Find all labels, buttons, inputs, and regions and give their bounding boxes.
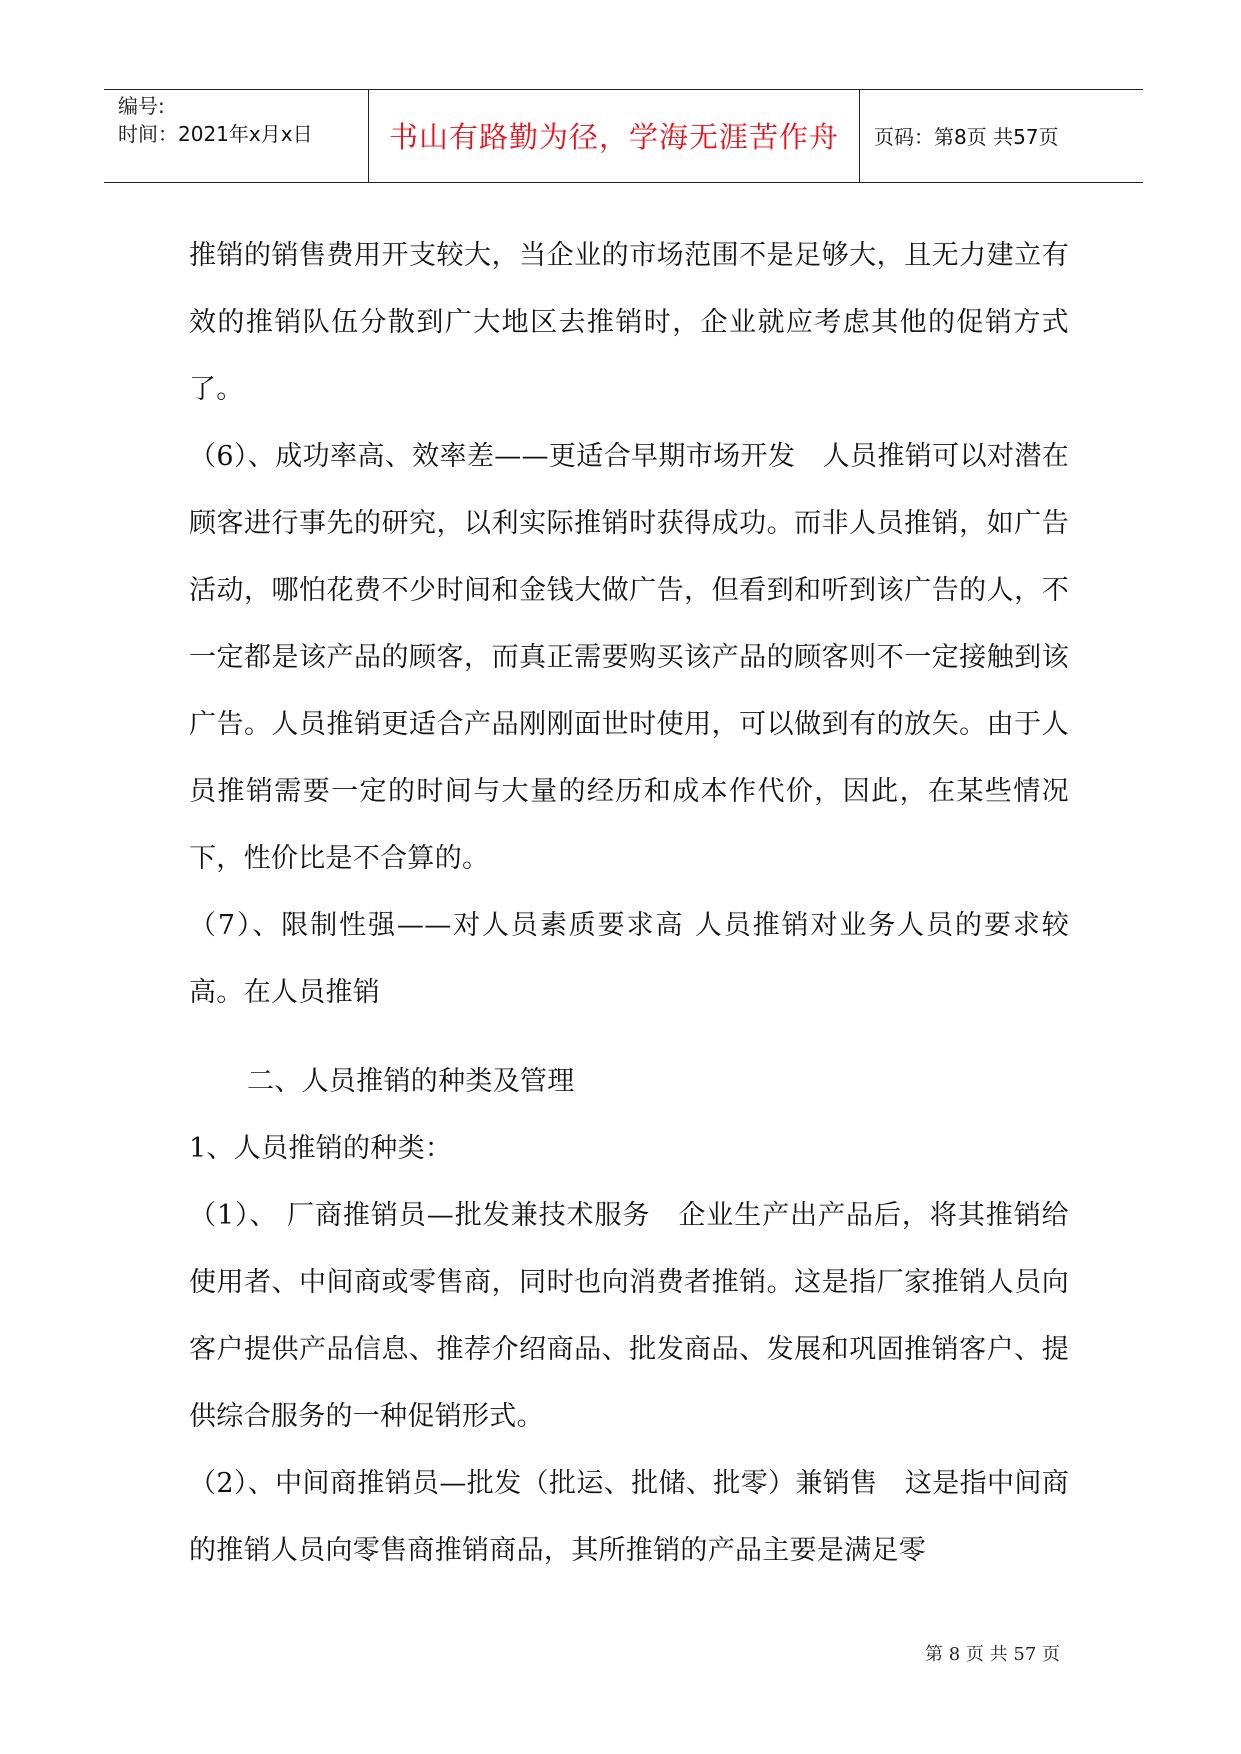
header-divider-right: [859, 89, 860, 183]
page-body: [189, 222, 1069, 1584]
section-title: 二、人员推销的种类及管理: [247, 1066, 575, 1097]
subsection-title: 1、人员推销的种类：: [189, 1133, 453, 1164]
page-footer: 第 8 页 共 57 页: [925, 1644, 1060, 1665]
body-paragraph: （7）、限制性强——对人员素质要求高 人员推销对业务人员的要求较高。在人员推销: [189, 910, 1069, 1008]
header-meta: [118, 92, 363, 148]
header-page-code: 页码：第8页 共57页: [874, 125, 1059, 149]
header-divider-left: [368, 89, 369, 183]
header-bottom-rule: [104, 182, 1143, 183]
document-number-label: 编号:: [118, 94, 165, 118]
header-motto: 书山有路勤为径，学海无涯苦作舟: [388, 120, 839, 154]
body-paragraph: （6）、成功率高、效率差——更适合早期市场开发 人员推销可以对潜在顾客进行事先的研究，以利实际推销时获得成功。而非人员推销，如广告活动，哪怕花费不少时间和金钱大做广告，但看到和听到该广告的人，不一定都是该产品的顾客，而真正需要购买该产品的顾客则不一定接触到该广告。人员推销更适合产品刚刚面世时使用，可以做到有的放矢。由于人员推销需要一定的时间与大量的经历和成本作代价，因此，在某些情况下，性价比是不合算的。: [189, 441, 1069, 874]
document-time-label: 时间：2021年x月x日: [118, 122, 313, 146]
body-paragraph: 推销的销售费用开支较大，当企业的市场范围不是足够大，且无力建立有效的推销队伍分散到广大地区去推销时，企业就应考虑其他的促销方式了。: [189, 240, 1069, 405]
body-paragraph: （1）、 厂商推销员—批发兼技术服务 企业生产出产品后，将其推销给使用者、中间商或零售商，同时也向消费者推销。这是指厂家推销人员向客户提供产品信息、推荐介绍商品、批发商品、发展和巩固推销客户、提供综合服务的一种促销形式。: [189, 1200, 1069, 1432]
body-paragraph: （2）、中间商推销员—批发（批运、批储、批零）兼销售 这是指中间商的推销人员向零售商推销商品，其所推销的产品主要是满足零: [189, 1468, 1069, 1566]
